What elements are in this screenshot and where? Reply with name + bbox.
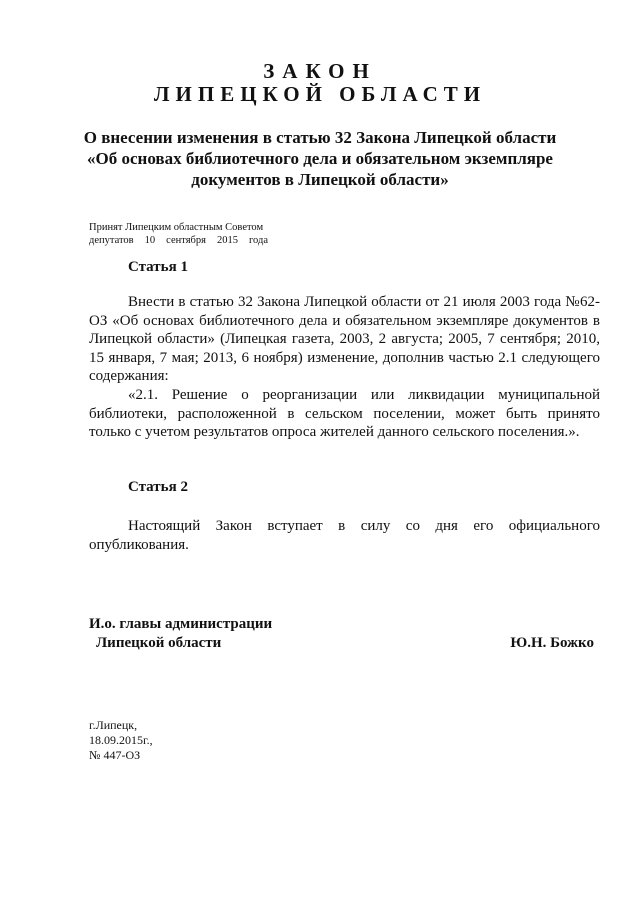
adoption-line: Принят Липецким областным Советом bbox=[89, 222, 264, 233]
paragraph-line: библиотеки, расположенной в сельском поселении, может быть принято bbox=[89, 405, 600, 422]
paragraph-line: содержания: bbox=[89, 368, 169, 385]
document-footer bbox=[89, 718, 153, 763]
paragraph-line: «2.1. Решение о реорганизации или ликвидации муниципальной bbox=[128, 386, 600, 403]
signatory-region: Липецкой области bbox=[96, 635, 222, 651]
paragraph-line: только с учетом результатов опроса жителей данного сельского поселения.». bbox=[89, 424, 580, 441]
footer-number: № 447-ОЗ bbox=[89, 748, 141, 762]
footer-date: 18.09.2015г., bbox=[89, 733, 153, 747]
article-2-heading: Статья 2 bbox=[128, 479, 188, 495]
adoption-line bbox=[89, 234, 268, 247]
footer-city: г.Липецк, bbox=[89, 718, 138, 732]
adoption-note bbox=[89, 221, 289, 247]
document-title bbox=[60, 127, 580, 190]
paragraph-line: 15 января, 7 мая; 2013, 6 ноября) изменение, дополнив частью 2.1 следующего bbox=[89, 349, 600, 366]
article-1-body bbox=[89, 293, 600, 442]
paragraph-line: Настоящий Закон вступает в силу со дня его официального bbox=[128, 518, 600, 534]
law-heading: ЗАКОН bbox=[263, 59, 377, 83]
region-heading: ЛИПЕЦКОЙ ОБЛАСТИ bbox=[153, 82, 487, 106]
paragraph-line: ОЗ «Об основах библиотечного дела и обязательном экземпляре документов в bbox=[89, 312, 600, 329]
adoption-word: 10 bbox=[144, 235, 156, 246]
title-line: документов в Липецкой области» bbox=[191, 170, 449, 189]
article-2-body bbox=[89, 517, 600, 554]
paragraph-line: Внести в статью 32 Закона Липецкой области от 21 июля 2003 года №62- bbox=[128, 294, 600, 310]
paragraph-line: Липецкой области» (Липецкая газета, 2003, 2 августа; 2005, 7 сентября; 2010, bbox=[89, 331, 600, 348]
signatory-name: Ю.Н. Божко bbox=[510, 635, 594, 651]
adoption-word: года bbox=[248, 235, 268, 246]
signature-block bbox=[89, 615, 594, 653]
adoption-word: 2015 bbox=[216, 235, 238, 246]
adoption-word: депутатов bbox=[89, 235, 134, 246]
paragraph-line: опубликования. bbox=[89, 536, 189, 553]
article-1-heading: Статья 1 bbox=[128, 259, 188, 275]
title-line: «Об основах библиотечного дела и обязательном экземпляре bbox=[87, 149, 553, 168]
signatory-position: И.о. главы администрации bbox=[89, 616, 273, 632]
title-line: О внесении изменения в статью 32 Закона Липецкой области bbox=[83, 128, 557, 147]
adoption-word: сентября bbox=[166, 235, 206, 246]
signature-row bbox=[89, 634, 594, 653]
